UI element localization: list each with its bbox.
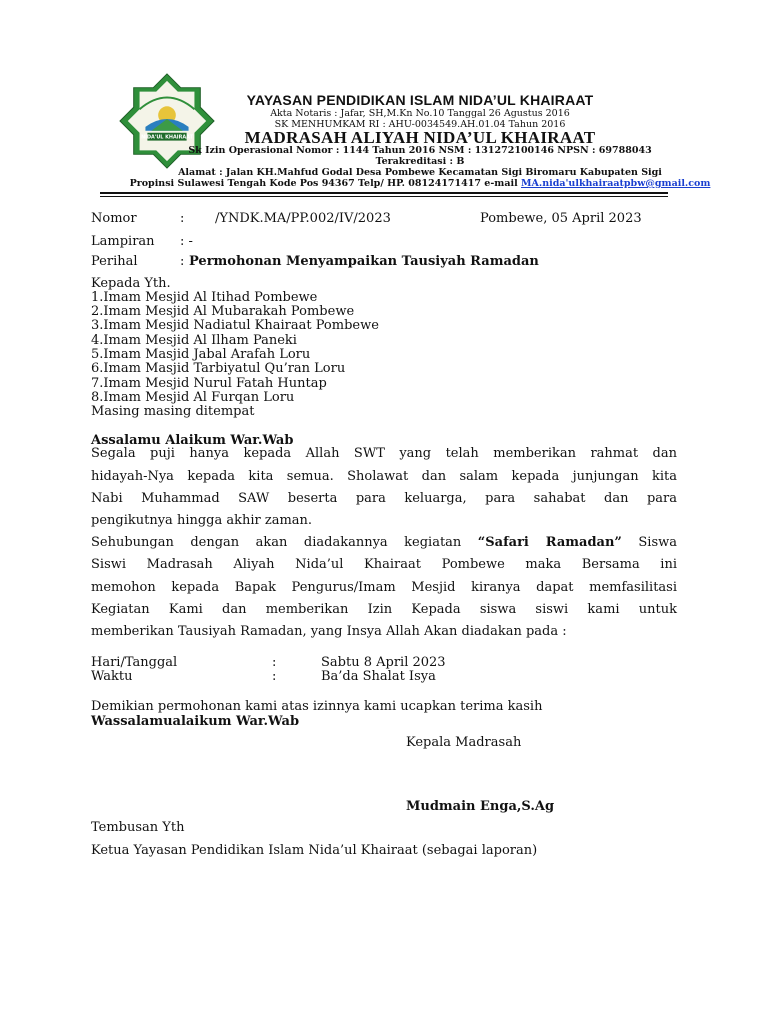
lampiran-label: Lampiran <box>91 234 155 249</box>
school-name: MADRASAH ALIYAH NIDA’UL KHAIRAAT <box>244 128 596 147</box>
nomor-value: /YNDK.MA/PP.002/IV/2023 <box>215 211 391 226</box>
paragraph-2-line: memberikan Tausiyah Ramadan, yang Insya Allah Akan diadakan pada : <box>91 624 567 639</box>
recipient-item: 2.Imam Mesjid Al Mubarakah Pombewe <box>91 304 355 319</box>
place-date: Pombewe, 05 April 2023 <box>480 211 642 226</box>
paragraph-2-line: Siswi Madrasah Aliyah Nida’ul Khairaat Pombewe maka Bersama ini <box>91 557 677 572</box>
tembusan-label: Tembusan Yth <box>91 820 185 835</box>
accreditation: Terakreditasi : B <box>375 156 465 167</box>
paragraph-2-line: Kegiatan Kami dan memberikan Izin Kepada siswa siswi kami untuk <box>91 602 677 617</box>
paragraph-1-line: Segala puji hanya kepada Allah SWT yang telah memberikan rahmat dan <box>91 446 677 461</box>
sk-menhumkam: SK MENHUMKAM RI : AHU-0034549.AH.01.04 Tahun 2016 <box>274 119 566 130</box>
header-rule-thick <box>100 192 668 194</box>
recipient-item: 7.Imam Mesjid Nurul Fatah Huntap <box>91 376 327 391</box>
p2-text-post: Siswa <box>621 535 678 550</box>
paragraph-2-line: memohon kepada Bapak Pengurus/Imam Mesjid kiranya dapat memfasilitasi <box>91 580 677 595</box>
recipient-item: 3.Imam Mesjid Nadiatul Khairaat Pombewe <box>91 318 379 333</box>
signature-title: Kepala Madrasah <box>406 735 522 750</box>
schedule-time-value: Ba’da Shalat Isya <box>321 669 436 684</box>
contact-text: Propinsi Sulawesi Tengah Kode Pos 94367 Telp/ HP. 08124171417 e-mail <box>129 178 518 189</box>
lampiran-value: : - <box>180 234 193 249</box>
paragraph-1-line: Nabi Muhammad SAW beserta para keluarga, para sahabat dan para <box>91 491 677 506</box>
tembusan-item: Ketua Yayasan Pendidikan Islam Nida’ul Khairaat (sebagai laporan) <box>91 843 538 858</box>
akta-notaris: Akta Notaris : Jafar, SH,M.Kn No.10 Tanggal 26 Agustus 2016 <box>270 108 570 119</box>
paragraph-1-line: hidayah-Nya kepada kita semua. Sholawat dan salam kepada junjungan kita <box>91 469 677 484</box>
province-contact <box>100 178 740 189</box>
schedule-time-label: Waktu <box>91 669 133 684</box>
logo-text: NIDA'UL KHAIRAAT <box>141 134 193 141</box>
recipient-item: 5.Imam Masjid Jabal Arafah Loru <box>91 347 311 362</box>
salam-closing: Wassalamualaikum War.Wab <box>91 714 300 729</box>
recipient-item: 6.Imam Masjid Tarbiyatul Qu’ran Loru <box>91 361 346 376</box>
recipient-item: 1.Imam Mesjid Al Itihad Pombewe <box>91 290 318 305</box>
signature-name: Mudmain Enga,S.Ag <box>406 799 555 814</box>
schedule-date-label: Hari/Tanggal <box>91 655 178 670</box>
perihal-label: Perihal <box>91 254 138 269</box>
recipient-item: 4.Imam Mesjid Al Ilham Paneki <box>91 333 297 348</box>
email-link[interactable]: MA.nida'ulkhairaatpbw@gmail.com <box>521 178 711 189</box>
header-rule-thin <box>100 196 668 197</box>
event-name: “Safari Ramadan” <box>477 535 622 550</box>
closing-text: Demikian permohonan kami atas izinnya kami ucapkan terima kasih <box>91 699 543 714</box>
schedule-date-value: Sabtu 8 April 2023 <box>321 655 446 670</box>
paragraph-1-line: pengikutnya hingga akhir zaman. <box>91 513 313 528</box>
schedule-date-colon: : <box>272 655 277 670</box>
recipient-item: 8.Imam Mesjid Al Furqan Loru <box>91 390 295 405</box>
p2-text-pre: Sehubungan dengan akan diadakannya kegiatan <box>91 535 478 550</box>
recipients-closing: Masing masing ditempat <box>91 404 255 419</box>
sk-izin: Sk Izin Operasional Nomor : 1144 Tahun 2016 NSM : 131272100146 NPSN : 69788043 <box>188 145 652 156</box>
nomor-label: Nomor <box>91 211 137 226</box>
recipients-greeting: Kepada Yth. <box>91 276 171 291</box>
salam-opening: Assalamu Alaikum War.Wab <box>91 433 294 448</box>
address: Alamat : Jalan KH.Mahfud Godal Desa Pombewe Kecamatan Sigi Biromaru Kabupaten Sigi <box>178 167 662 178</box>
schedule-time-colon: : <box>272 669 277 684</box>
nomor-colon: : <box>180 211 185 226</box>
paragraph-2-first-line <box>91 535 677 550</box>
perihal-value: Permohonan Menyampaikan Tausiyah Ramadan <box>189 254 539 269</box>
foundation-name: YAYASAN PENDIDIKAN ISLAM NIDA’UL KHAIRAAT <box>246 92 594 108</box>
perihal-colon: : <box>180 254 185 269</box>
